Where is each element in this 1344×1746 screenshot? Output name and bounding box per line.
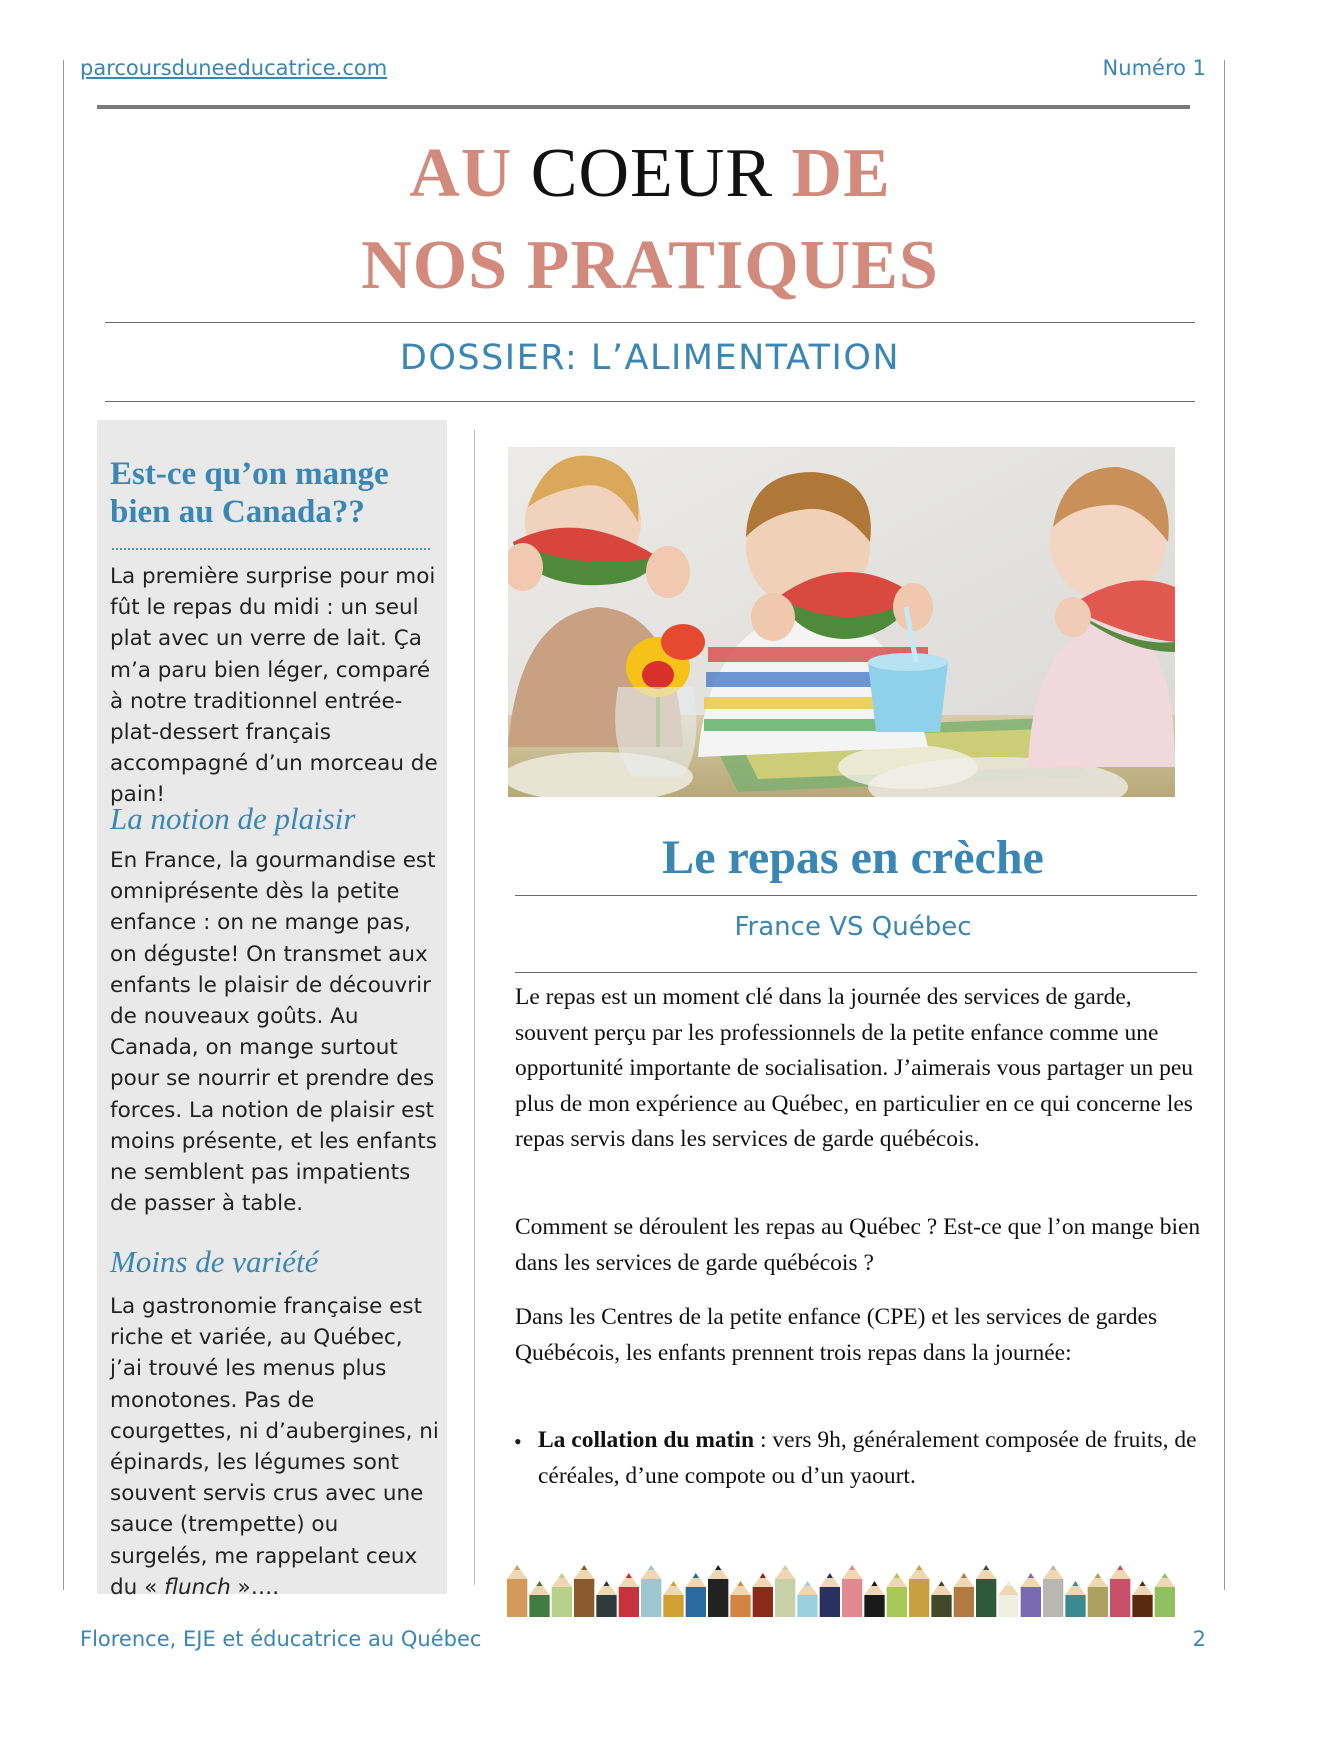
pencil-lead [514, 1565, 520, 1570]
pencil-body [663, 1595, 683, 1617]
pencil-lead [1050, 1565, 1056, 1570]
pencil-body [887, 1587, 907, 1617]
article-paragraph-3: Dans les Centres de la petite enfance (CPE) et les services de gardes Québécois, les enfants prennent trois repas dans la journée: [515, 1304, 1158, 1366]
pencil-lead [1117, 1565, 1123, 1570]
children-eating-watermelon-photo [508, 447, 1175, 797]
article-paragraph-1: Le repas est un moment clé dans la journée des services de garde, souvent perçu par les professionnels de la petite enfance comme une opportunité importante de socialisation. J’aimerais vous partager un peu plus de mon expérience au Québec, en particulier en ce qui concerne les repas servis dans les services de garde québécois. [515, 984, 1194, 1152]
masthead-word-de: DE [791, 135, 891, 212]
pencil-lead [1139, 1581, 1145, 1586]
issue-number: Numéro 1 [1102, 56, 1206, 80]
dossier-title: DOSSIER: L’ALIMENTATION [399, 338, 901, 378]
site-link[interactable]: parcoursduneeducatrice.com [80, 56, 388, 80]
sidebar-para-plaisir: En France, la gourmandise est omniprésente dès la petite enfance : on ne mange pas, on déguste! On transmet aux enfants le plaisir de découvrir de nouveaux goûts. Au Canada, on mange surtout pour se nourrir et prendre des forces. La notion de plaisir est moins présente, et les enfants ne semblent pas impatients de passer à table. [110, 848, 437, 1217]
pencil-body [1088, 1587, 1108, 1617]
right-margin-line [1224, 60, 1225, 1590]
pencil-lead [871, 1581, 877, 1586]
sidebar-heading-plaisir: La notion de plaisir [110, 801, 356, 836]
pencil-lead [849, 1565, 855, 1570]
pencil-body [864, 1595, 884, 1617]
article-paragraph-2: Comment se déroulent les repas au Québec ? Est-ce que l’on mange bien dans les services de garde québécois ? [515, 1214, 1201, 1276]
bullet-icon: • [514, 1429, 522, 1454]
pencil-body [820, 1587, 840, 1617]
masthead-rule [105, 322, 1195, 323]
pencil-body [954, 1587, 974, 1617]
pencil-body [797, 1595, 817, 1617]
pencil-body [708, 1579, 728, 1617]
pencil-lead [581, 1565, 587, 1570]
pencil-lead [804, 1581, 810, 1586]
masthead-word-au: AU [409, 135, 513, 212]
footer-author: Florence, EJE et éducatrice au Québec [80, 1627, 482, 1651]
pencil-lead [670, 1581, 676, 1586]
pencil-body [998, 1595, 1018, 1617]
pencil-body [1132, 1595, 1152, 1617]
pencil-lead [536, 1581, 542, 1586]
pencil-lead [715, 1565, 721, 1570]
pencil-lead [983, 1565, 989, 1570]
pencil-lead [1095, 1573, 1101, 1578]
pencil-lead [961, 1573, 967, 1578]
bullet-text: : vers 9h, généralement composée de fruits, de céréales, d’une compote ou d’un yaourt. [538, 1427, 1197, 1489]
pencil-lead [1028, 1573, 1034, 1578]
masthead-line-2: NOS PRATIQUES [361, 227, 939, 304]
pencil-lead [782, 1565, 788, 1570]
pencil-body [753, 1587, 773, 1617]
bullet-term: La collation du matin [538, 1427, 755, 1453]
article-subtitle-rule [515, 972, 1197, 973]
pencil-lead [1162, 1573, 1168, 1578]
pencil-lead [916, 1565, 922, 1570]
article-subtitle: France VS Québec [734, 912, 972, 942]
article-title-rule [515, 895, 1197, 896]
sidebar-para-variete-end: »…. [230, 1574, 280, 1600]
pencil-body [574, 1579, 594, 1617]
article-title: Le repas en crèche [662, 831, 1044, 884]
colored-pencils-illustration [506, 1525, 1176, 1617]
header-rule [97, 105, 1190, 109]
pencil-lead [894, 1573, 900, 1578]
sidebar-dotted-divider [112, 548, 430, 550]
pencil-body [1155, 1587, 1175, 1617]
pencil-body [619, 1587, 639, 1617]
pencil-body [842, 1579, 862, 1617]
pencil-lead [693, 1573, 699, 1578]
column-divider [474, 430, 475, 1585]
sidebar-title: Est-ce qu’on mange bien au Canada?? [110, 456, 389, 530]
left-margin-line [63, 60, 64, 1590]
pencil-lead [559, 1573, 565, 1578]
pencil-body [976, 1579, 996, 1617]
pencil-body [931, 1595, 951, 1617]
sidebar-intro: La première surprise pour moi fût le repas du midi : un seul plat avec un verre de lait. Ça m’a paru bien léger, comparé à notre traditionnel entrée-plat-dessert français accompagné d’un morceau de pain! [110, 564, 438, 808]
sidebar-para-variete [110, 1291, 440, 1603]
pencil-body [686, 1587, 706, 1617]
pencil-body [775, 1579, 795, 1617]
sidebar-heading-variete: Moins de variété [110, 1244, 319, 1279]
pencil-lead [648, 1565, 654, 1570]
page-number: 2 [1192, 1627, 1206, 1651]
pencil-body [1110, 1579, 1130, 1617]
pencil-body [1043, 1579, 1063, 1617]
pencil-body [596, 1595, 616, 1617]
sidebar-para-variete-italic: flunch [164, 1574, 231, 1600]
pencil-body [909, 1579, 929, 1617]
pencil-lead [1072, 1581, 1078, 1586]
article-bullet-item [538, 1423, 1198, 1494]
pencil-body [730, 1595, 750, 1617]
pencil-body [552, 1587, 572, 1617]
pencil-lead [626, 1573, 632, 1578]
pencil-lead [938, 1581, 944, 1586]
pencil-body [1065, 1595, 1085, 1617]
pencil-lead [1005, 1581, 1011, 1586]
pencil-body [507, 1579, 527, 1617]
pencil-body [641, 1579, 661, 1617]
masthead-word-coeur: COEUR [530, 135, 774, 212]
pencil-lead [760, 1573, 766, 1578]
sidebar-para-variete-main: La gastronomie française est riche et variée, au Québec, j’ai trouvé les menus plus monotones. Pas de courgettes, ni d’aubergines, ni épinards, les légumes sont souvent servis crus avec une sauce (trempette) ou surgelés, me rappelant ceux du « [110, 1294, 439, 1600]
pencil-lead [603, 1581, 609, 1586]
pencil-lead [827, 1573, 833, 1578]
pencil-body [529, 1595, 549, 1617]
pencil-body [1021, 1587, 1041, 1617]
dossier-rule [105, 401, 1195, 402]
masthead-line-1 [150, 128, 1150, 220]
pencil-lead [737, 1581, 743, 1586]
